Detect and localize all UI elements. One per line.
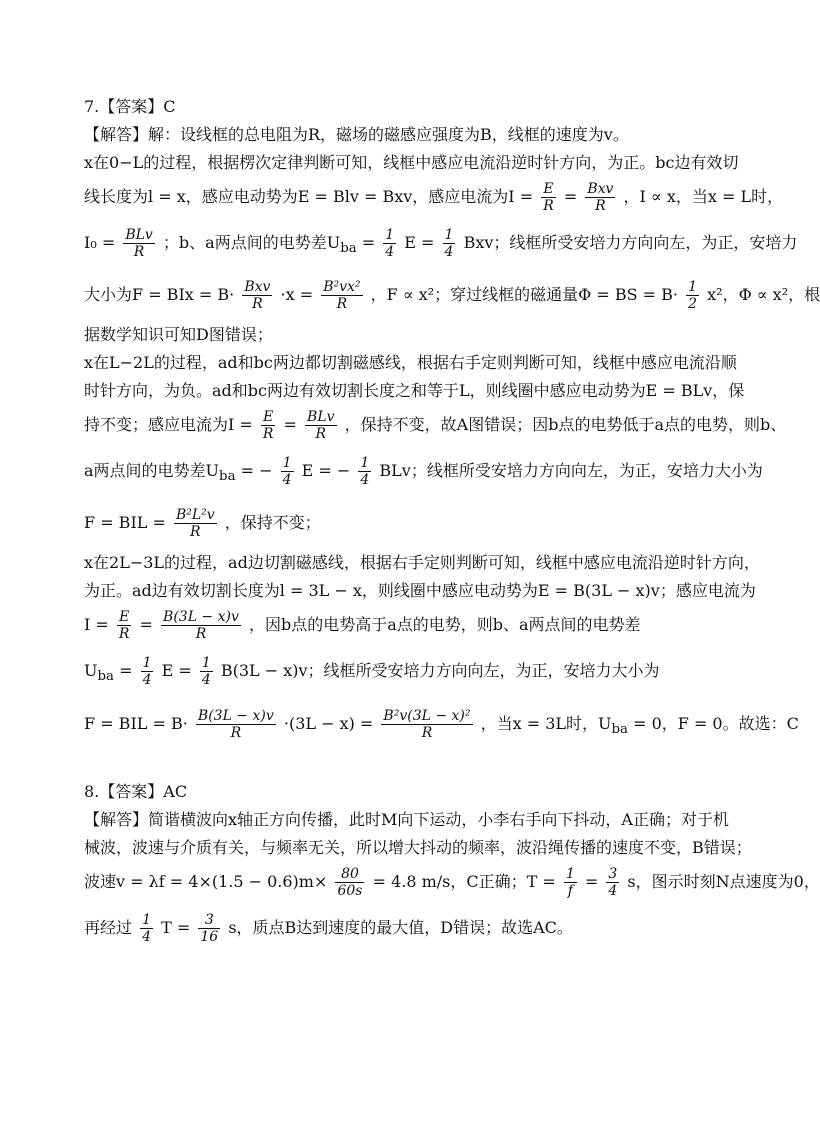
q7-line-16: F = BIL = B· $\frac{B(3L - x)v}{R}$ ·(3L − x) = $\frac{\text{B²v(3L − x)²}}{R}$ ，当x = 3L时，$U_{ba} = 0$，F = 0。故选：C (84, 707, 799, 741)
fraction: Bxv R (587, 181, 614, 214)
fraction: $\frac{E}{R}$ (262, 409, 274, 443)
q7-line-14: I = $\frac{E}{R}$ = $\frac{B(3L - x)v}{R}$ ，因b点的电势高于a点的电势，则b、a两点间的电势差 (84, 609, 641, 643)
q7-line-5: 大小为F = BIx = B· Bxv R ·x = $\frac{\text{B²vx²}}{R}$ ，F ∝ x²；穿过线框的磁通量Φ = BS = B· $\frac{1}{2}$ x²，Φ ∝ x²，根 (84, 279, 820, 313)
fraction: $\frac{1}{4}$ (201, 655, 211, 689)
q7-line-3: 线长度为l = x，感应电动势为E = Blv = Bxv，感应电流为I = $\frac{E}{R}$ = Bxv R ，I ∝ x，当x = L时， (84, 181, 784, 214)
q7-line-6: 据数学知识可知D图错误； (84, 325, 273, 345)
fraction: $\frac{E}{R}$ (543, 181, 554, 214)
fraction: $\frac{1}{4}$ (360, 455, 370, 489)
fraction: $\frac{\text{B²vx²}}{R}$ (323, 279, 361, 313)
fraction: $\frac{B(3L - x)v}{R}$ (163, 609, 239, 643)
fraction: $\frac{1}{f}$ (565, 865, 575, 899)
q7-line-11: F = BIL = $\frac{\text{B²L²v}}{R}$ ，保持不变； (84, 507, 321, 541)
fraction: $\frac{\text{B²L²v}}{R}$ (175, 507, 215, 541)
q7-line-7: x在L−2L的过程，ad和bc两边都切割磁感线，根据右手定则判断可知，线框中感应电流沿顺 (84, 353, 737, 373)
q7-line-13: 为正。ad边有效切割长度为l = 3L − x，则线圈中感应电动势为E = B(3L − x)v；感应电流为 (84, 581, 756, 601)
q7-line-2: x在0−L的过程，根据楞次定律判断可知，线框中感应电流沿逆时针方向，为正。bc边有效切 (84, 153, 739, 172)
fraction: $\frac{\text{B²v(3L − x)²}}{R}$ (383, 707, 471, 741)
q8-line-1: 【解答】简谐横波向x轴正方向传播，此时M向下运动，小李右手向下抖动，A正确；对于机 (84, 809, 729, 829)
fraction: $\frac{80}{60s}$ (337, 865, 363, 899)
fraction: $\frac{1}{4}$ (444, 227, 454, 260)
answer-page (84, 96, 820, 951)
q8-line-4: 再经过 $\frac{1}{4}$ T = $\frac{3}{16}$ s，质点B达到速度的最大值，D错误；故选AC。 (84, 911, 573, 945)
fraction: $\frac{3}{4}$ (608, 865, 618, 899)
q7-line-10: a两点间的电势差$U_{ba}$ = − $\frac{1}{4}$ E = − $\frac{1}{4}$ BLv；线框所受安培力方向向左，为正，安培力大小为 (84, 455, 763, 489)
q8-line-3: 波速v = λf = 4×(1.5 − 0.6)m× $\frac{80}{60s}$ = 4.8 m/s，C正确；T = $\frac{1}{f}$ = $\frac{3}{4}$ s，图示时刻N点速度为0， (84, 865, 820, 899)
fraction: $\frac{3}{16}$ (200, 911, 219, 945)
fraction: $\frac{1}{4}$ (385, 227, 395, 260)
fraction: $\frac{1}{4}$ (142, 911, 152, 945)
q7-line-1: 【解答】解：设线框的总电阻为R，磁场的磁感应强度为B，线框的速度为v。 (84, 125, 629, 144)
q7-line-15: $U_{ba}$ = $\frac{1}{4}$ E = $\frac{1}{4}$ B(3L − x)v；线框所受安培力方向向左，为正，安培力大小为 (84, 655, 660, 689)
fraction: Bxv R (244, 279, 271, 313)
q8-heading: 8.【答案】AC (84, 781, 188, 801)
q8-line-2: 械波，波速与介质有关，与频率无关，所以增大抖动的频率，波沿绳传播的速度不变，B错误； (84, 837, 752, 857)
fraction: $\frac{E}{R}$ (118, 609, 130, 643)
fraction: $\frac{B(3L - x)v}{R}$ (197, 707, 274, 741)
q7-heading: 7.【答案】C (84, 97, 176, 116)
fraction: $\frac{1}{2}$ (688, 279, 698, 313)
fraction: BLv R (307, 409, 335, 443)
q7-line-8: 时针方向，为负。ad和bc两边有效切割长度之和等于L，则线圈中感应电动势为E = BLv，保 (84, 381, 745, 401)
fraction: $\frac{1}{4}$ (142, 655, 152, 689)
q7-line-12: x在2L−3L的过程，ad边切割磁感线，根据右手定则判断可知，线框中感应电流沿逆时针方向， (84, 553, 760, 573)
q7-line-9: 持不变；感应电流为I = $\frac{E}{R}$ = BLv R ，保持不变，故A图错误；因b点的电势低于a点的电势，则b、 (84, 409, 787, 443)
fraction: BLv R (125, 227, 153, 260)
fraction: $\frac{1}{4}$ (282, 455, 292, 489)
q7-line-4: I₀ = BLv R ；b、a两点间的电势差$U_{ba}$ = $\frac{1}{4}$ E = $\frac{1}{4}$ Bxv；线框所受安培力方向向左，为正，安培力 (84, 227, 798, 260)
